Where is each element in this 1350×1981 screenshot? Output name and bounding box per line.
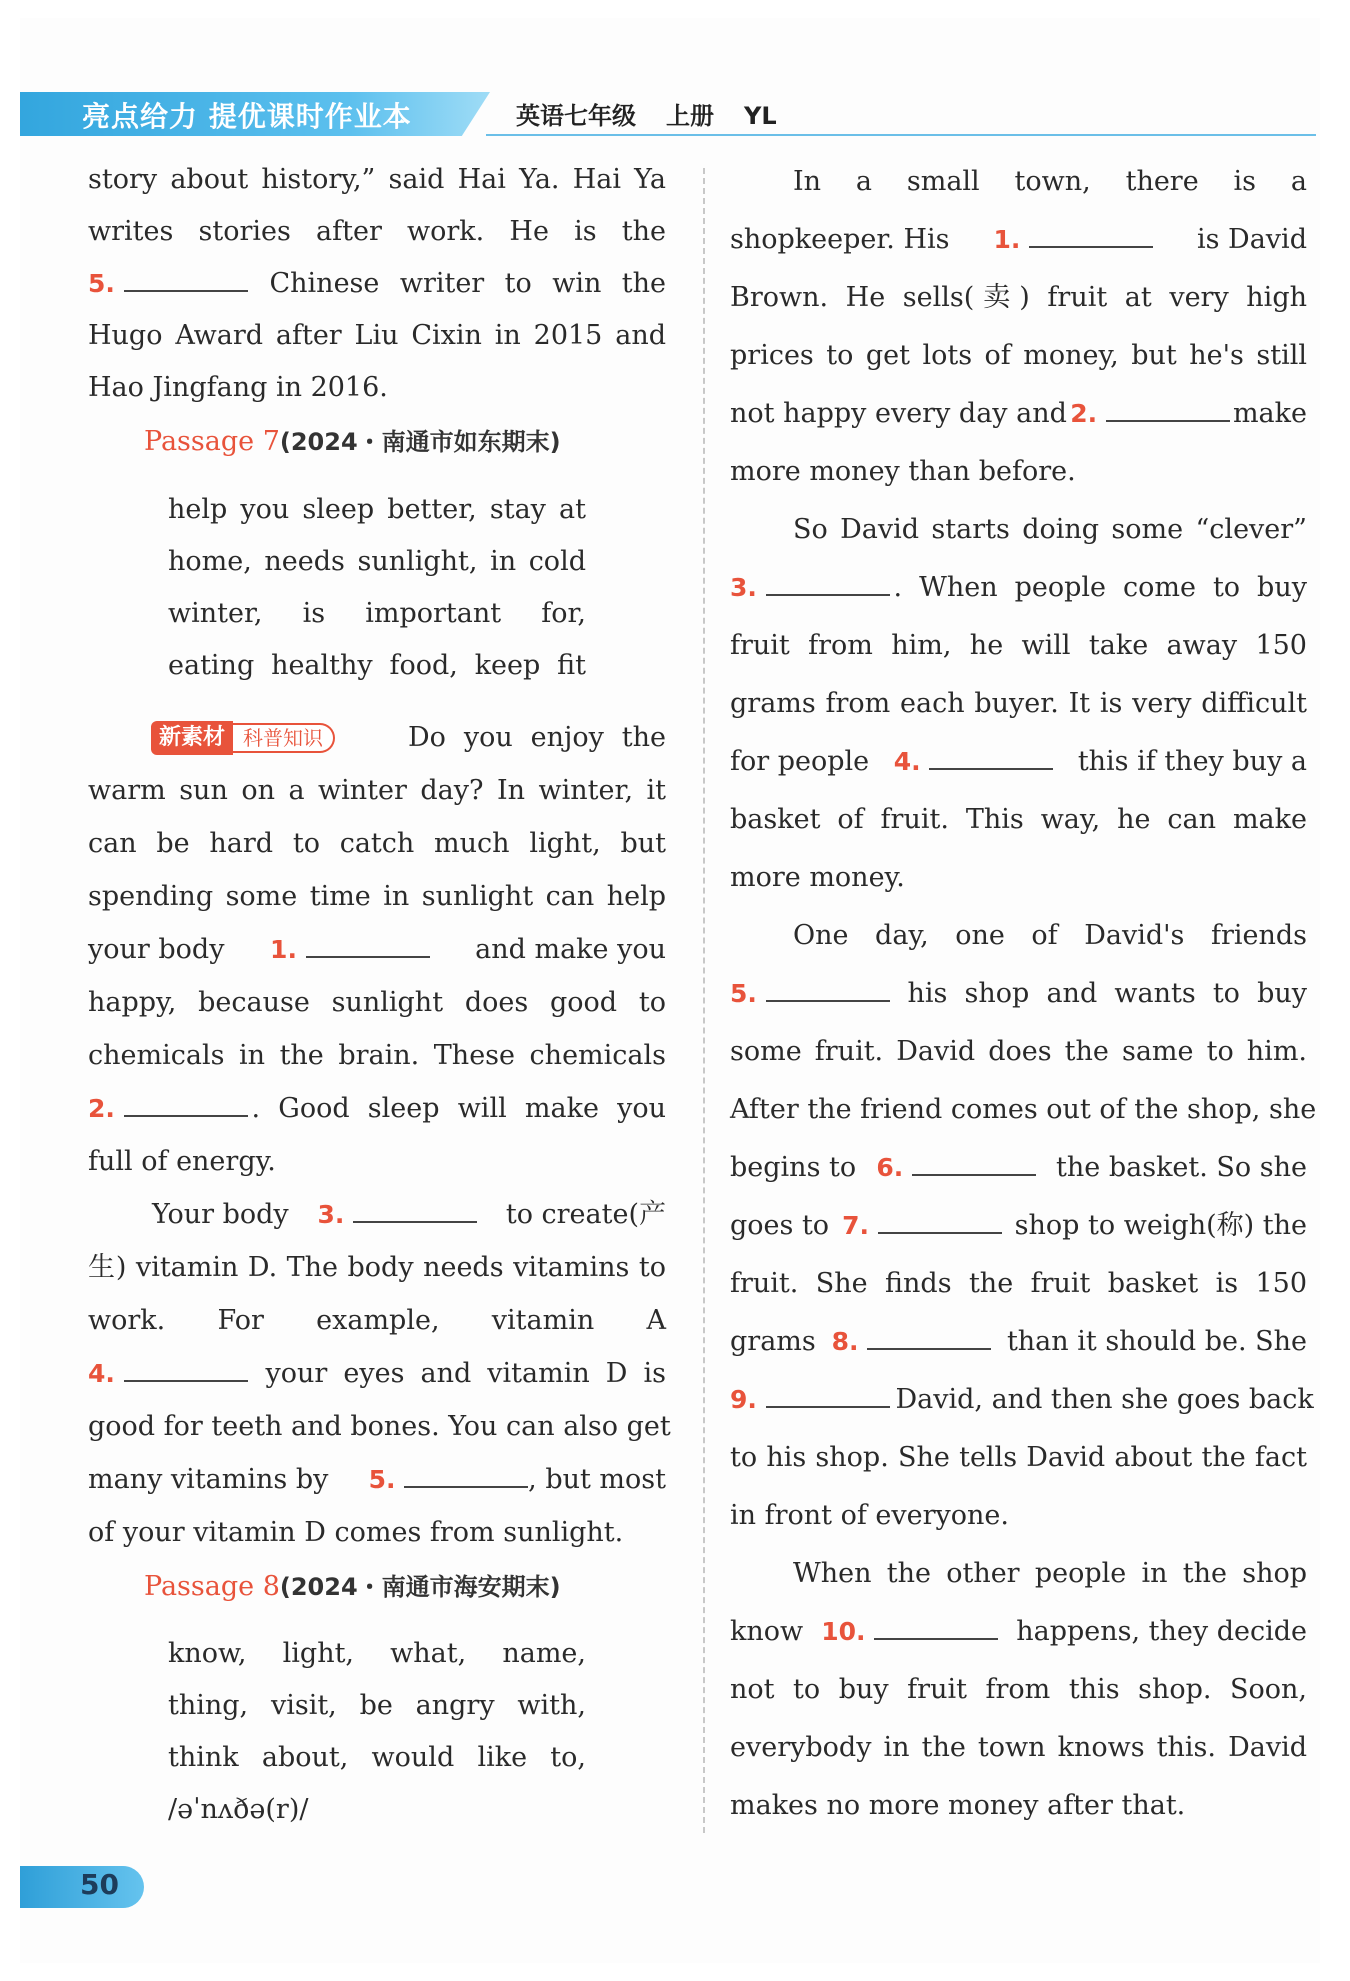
answer-blank-5[interactable] (124, 268, 248, 292)
text-segment: his shop and wants to buy (907, 978, 1307, 1009)
question-number: 2. (88, 1094, 115, 1123)
text-segment: not happy every day and (730, 398, 1067, 429)
question-number: 5. (88, 269, 115, 298)
passage-7-source: (2024・南通市如东期末) (279, 428, 561, 456)
text-segment: this if they buy a (1077, 746, 1307, 777)
text-line: fruit. She finds the fruit basket is 150 (730, 1268, 1307, 1299)
text-segment: know (730, 1616, 804, 1647)
text-line (730, 224, 1307, 256)
text-line: more money. (730, 862, 905, 893)
text-line: In a small town, there is a (793, 166, 1307, 197)
passage-7-heading (144, 426, 561, 458)
volume-label: 上册 (666, 102, 714, 130)
text-line: 生) vitamin D. The body needs vitamins to (88, 1252, 666, 1283)
text-line: Brown. He sells(卖) fruit at very high (730, 282, 1307, 313)
text-segment: David, and then she goes back (895, 1384, 1314, 1415)
badge-main: 新素材 (151, 721, 233, 755)
word-box-line: /əˈnʌðə(r)/ (168, 1794, 309, 1825)
question-number: 3. (317, 1200, 345, 1229)
answer-blank-r7[interactable] (878, 1210, 1002, 1234)
text-line (88, 268, 666, 300)
question-number: 2. (1070, 399, 1098, 428)
text-segment: your eyes and vitamin D is (265, 1358, 666, 1389)
edition-label: YL (744, 102, 777, 130)
text-segment: begins to (730, 1152, 857, 1183)
word-box-line: think about, would like to, (168, 1742, 586, 1773)
answer-blank-r8[interactable] (867, 1326, 991, 1350)
question-number: 5. (368, 1465, 396, 1494)
answer-blank-r9[interactable] (766, 1384, 890, 1408)
question-number: 7. (842, 1211, 870, 1240)
text-segment: goes to (730, 1210, 830, 1241)
passage-8-source: (2024・南通市海安期末) (279, 1573, 561, 1601)
text-segment: happens, they decide (1016, 1616, 1307, 1647)
text-segment: than it should be. She (1006, 1326, 1307, 1357)
text-line (730, 1210, 1307, 1242)
text-line: good for teeth and bones. You can also get (88, 1411, 671, 1442)
text-line: warm sun on a winter day? In winter, it (88, 775, 666, 806)
text-line: After the friend comes out of the shop, she (730, 1094, 1317, 1125)
text-line: more money than before. (730, 456, 1076, 487)
question-number: 10. (821, 1617, 866, 1646)
answer-blank-r10[interactable] (874, 1616, 998, 1640)
text-line: work. For example, vitamin A (88, 1305, 666, 1336)
question-number: 6. (876, 1153, 904, 1182)
text-segment: the basket. So she (1056, 1152, 1307, 1183)
question-number: 4. (88, 1359, 115, 1388)
text-line (88, 934, 666, 966)
text-line (88, 1464, 666, 1496)
answer-blank-r6[interactable] (912, 1152, 1036, 1176)
text-segment: Chinese writer to win the (269, 268, 666, 299)
answer-blank-1[interactable] (306, 934, 430, 958)
text-line: chemicals in the brain. These chemicals (88, 1040, 666, 1071)
text-segment: for people (730, 746, 870, 777)
answer-blank-r4[interactable] (929, 746, 1053, 770)
answer-blank-r5[interactable] (766, 978, 890, 1002)
text-line (730, 1326, 1307, 1358)
series-title: 亮点给力 提优课时作业本 (82, 100, 412, 133)
question-number: 8. (831, 1327, 859, 1356)
text-line: of your vitamin D comes from sunlight. (88, 1517, 624, 1548)
header-rule (486, 134, 1316, 136)
text-segment: many vitamins by (88, 1464, 329, 1495)
answer-blank-5b[interactable] (404, 1464, 528, 1488)
badge-sub: 科普知识 (233, 723, 335, 753)
text-line: One day, one of David's friends (793, 920, 1307, 951)
text-line: Hao Jingfang in 2016. (88, 372, 388, 403)
text-line: can be hard to catch much light, but (88, 828, 666, 859)
text-segment: is David (1196, 224, 1307, 255)
text-segment: . Good sleep will make you (251, 1093, 666, 1124)
answer-blank-r1[interactable] (1029, 224, 1153, 248)
text-segment: shopkeeper. His (730, 224, 950, 255)
text-line: prices to get lots of money, but he's still (730, 340, 1307, 371)
word-box-line: home, needs sunlight, in cold (168, 546, 586, 577)
text-line: Do you enjoy the (408, 722, 666, 753)
text-line: Hugo Award after Liu Cixin in 2015 and (88, 320, 666, 351)
text-segment: , but most (528, 1464, 666, 1495)
text-line: So David starts doing some “clever” (793, 514, 1307, 545)
text-line (730, 1384, 1314, 1416)
text-segment: . When people come to buy (893, 572, 1307, 603)
question-number: 1. (270, 935, 297, 964)
text-line (730, 572, 1307, 604)
text-line: makes no more money after that. (730, 1790, 1186, 1821)
text-line (730, 1152, 1307, 1184)
question-number: 4. (893, 747, 921, 776)
word-box-line: winter, is important for, (168, 598, 586, 629)
answer-blank-4[interactable] (124, 1358, 248, 1382)
text-segment: grams (730, 1326, 816, 1357)
text-segment: and make you (475, 934, 666, 965)
text-line (730, 1616, 1307, 1648)
passage-7-tag: Passage 7 (144, 426, 280, 457)
text-segment: your body (88, 934, 225, 965)
book-info (516, 96, 807, 131)
passage-8-heading (144, 1571, 561, 1603)
question-number: 5. (730, 979, 757, 1008)
text-line: to his shop. She tells David about the fact (730, 1442, 1307, 1473)
question-number: 1. (993, 225, 1021, 254)
word-box-line: eating healthy food, keep fit (168, 650, 586, 681)
text-segment: make (1232, 398, 1307, 429)
text-line: basket of fruit. This way, he can make (730, 804, 1307, 835)
passage-8-tag: Passage 8 (144, 1571, 280, 1602)
text-segment: shop to weigh(称) the (1014, 1210, 1307, 1241)
text-line (730, 398, 1307, 430)
text-line: some fruit. David does the same to him. (730, 1036, 1307, 1067)
text-line (152, 1199, 666, 1231)
new-material-badge (151, 721, 335, 755)
answer-blank-3[interactable] (353, 1199, 477, 1223)
text-line (88, 1358, 666, 1390)
page-number: 50 (80, 1868, 119, 1901)
text-line (88, 1093, 666, 1125)
text-line: happy, because sunlight does good to (88, 987, 666, 1018)
text-line (730, 978, 1307, 1010)
text-line: When the other people in the shop (793, 1558, 1307, 1589)
answer-blank-2[interactable] (124, 1093, 248, 1117)
question-number: 9. (730, 1385, 757, 1414)
text-line: story about history,” said Hai Ya. Hai Ya (88, 164, 666, 195)
text-line: in front of everyone. (730, 1500, 1009, 1531)
text-line (730, 746, 1307, 778)
word-box-line: know, light, what, name, (168, 1638, 586, 1669)
text-segment: to create(产 (505, 1199, 666, 1230)
answer-blank-r3[interactable] (766, 572, 890, 596)
text-line: full of energy. (88, 1146, 276, 1177)
word-box-line: help you sleep better, stay at (168, 494, 586, 525)
text-line: spending some time in sunlight can help (88, 881, 666, 912)
answer-blank-r2[interactable] (1106, 398, 1230, 422)
column-divider (703, 168, 705, 1833)
text-segment: Your body (152, 1199, 289, 1230)
text-line: everybody in the town knows this. David (730, 1732, 1307, 1763)
word-box-line: thing, visit, be angry with, (168, 1690, 586, 1721)
text-line: not to buy fruit from this shop. Soon, (730, 1674, 1307, 1705)
text-line: writes stories after work. He is the (88, 216, 666, 247)
text-line: grams from each buyer. It is very difficult (730, 688, 1307, 719)
question-number: 3. (730, 573, 757, 602)
subject-label: 英语七年级 (516, 102, 636, 130)
text-line: fruit from him, he will take away 150 (730, 630, 1307, 661)
